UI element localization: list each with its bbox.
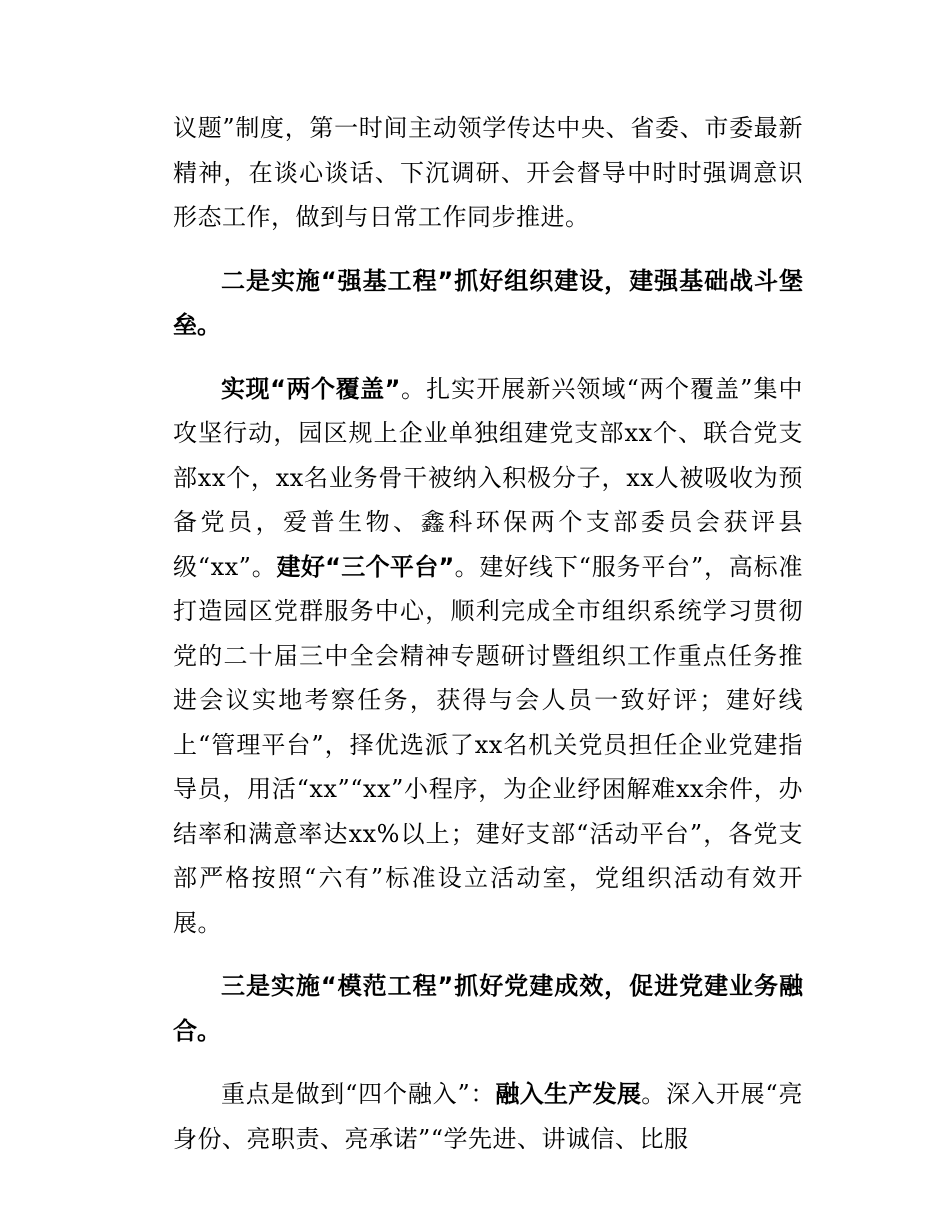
- paragraph-four-integrations: [173, 1072, 803, 1161]
- heading-model-project: 三是实施“模范工程”抓好党建成效，促进党建业务融合。: [173, 972, 803, 1045]
- text-two-coverage: 。扎实开展新兴领域“两个覆盖”集中攻坚行动，园区规上企业单独组建党支部xx个、联合党支部xx个，xx名业务骨干被纳入积极分子，xx人被吸收为预备党员，爱普生物、鑫科环保两个支部委员会获评县级“xx”。: [173, 374, 804, 581]
- text-four-integrations-intro: 重点是做到“四个融入”：: [221, 1080, 496, 1108]
- subheading-two-coverage: 实现“两个覆盖”: [221, 374, 401, 403]
- text-production-development: 。深入开展“亮身份、亮职责、亮承诺”“学先进、讲诚信、比服: [173, 1080, 803, 1153]
- document-body: [173, 106, 803, 1180]
- paragraph-ideology-work: 议题”制度，第一时间主动领学传达中央、省委、市委最新精神，在谈心谈话、下沉调研、开会督导中时时强调意识形态工作，做到与日常工作同步推进。: [173, 114, 803, 231]
- subheading-three-platforms: 建好“三个平台”: [276, 552, 455, 581]
- heading-strong-foundation: 二是实施“强基工程”抓好组织建设，建强基础战斗堡垒。: [173, 266, 803, 339]
- subheading-production-development: 融入生产发展: [495, 1080, 642, 1108]
- text-three-platforms: 。建好线下“服务平台”，高标准打造园区党群服务中心，顺利完成全市组织系统学习贯彻党的二十届三中全会精神专题研讨暨组织工作重点任务推进会议实地考察任务，获得与会人员一致好评；建好线上“管理平台”，择优选派了xx名机关党员担任企业党建指导员，用活“xx”“xx”小程序，为企业纾困解难xx余件，办结率和满意率达xx%以上；建好支部“活动平台”，各党支部严格按照“六有”标准设立活动室，党组织活动有效开展。: [173, 552, 803, 937]
- paragraph-organization-building: [173, 367, 803, 946]
